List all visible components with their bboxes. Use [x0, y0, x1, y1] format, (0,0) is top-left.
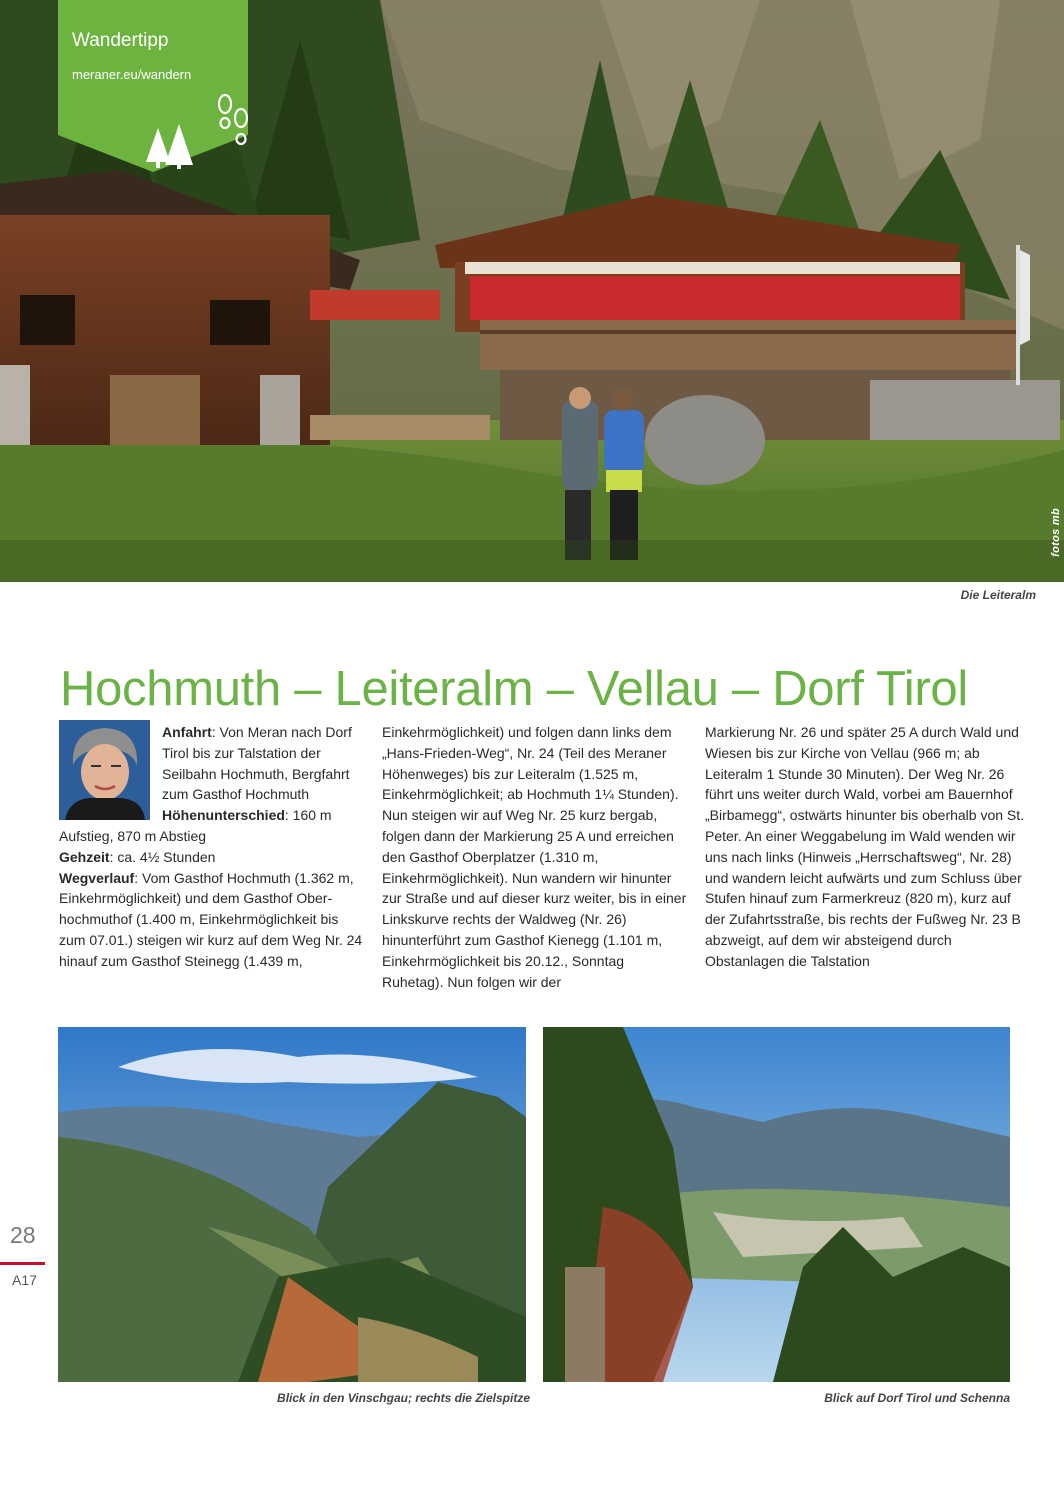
article-column-3: Markierung Nr. 26 und später 25 A durch Wald und Wiesen bis zur Kirche von Vellau (966 m; ab Leiteralm 1 Stunde 30 Minuten). Der Weg Nr. 26 führt uns weiter durch Wald, vorbei am Bauernhof „Birbamegg“, ostwärts hinunter bis oberhalb von St. Peter. An einer Weggabelung im Wald wenden wir uns nach links (Hinweis „Herrschaftsweg“, Nr. 28) und wandern leicht aufwärts und zum Schluss über Stufen hinauf zum Farmerkreuz (820 m), kurz auf der Zufahrtsstraße, bis rechts der Fußweg Nr. 23 B abzweigt, auf dem wir absteigend durch Obstanlagen die Talstation [705, 724, 1025, 969]
photo-credit: fotos mb [1050, 508, 1062, 557]
label-gehzeit: Gehzeit [59, 848, 110, 865]
article-column-1 [59, 722, 363, 972]
tag-url-link[interactable]: meraner.eu/wandern [72, 67, 192, 82]
label-hoehenunterschied: Höhenunterschied [162, 807, 285, 824]
page-number-rule [0, 1262, 45, 1265]
text-gehzeit: : ca. 4½ Stunden [109, 848, 216, 865]
wandertipp-tag [58, 0, 248, 172]
text-wegverlauf: : Vom Gasthof Hochmuth (1.362 m, Einkehrmöglichkeit) und dem Gasthof Oberhochmuthof (1.400 m, Einkehrmöglichkeit bis zum 07.01.) steigen wir kurz auf dem Weg Nr. 24 hinauf zum Gasthof Steinegg (1.439 m, [59, 869, 363, 969]
issue-code: A17 [12, 1272, 37, 1288]
label-wegverlauf: Wegverlauf [59, 869, 135, 886]
text-anfahrt: : Von Meran nach Dorf Tirol bis zur Talstation der Seilbahn Hochmuth, Bergfahrt zum Gasthof Hochmuth [162, 724, 352, 803]
label-anfahrt: Anfahrt [162, 724, 212, 740]
tag-title: Wandertipp [72, 30, 169, 51]
photo-dorf-tirol [543, 1027, 1010, 1382]
page-number: 28 [10, 1222, 36, 1248]
text-hoehenunterschied: : 160 m Aufstieg, 870 m Abstieg [59, 807, 332, 844]
photo-vinschgau [58, 1027, 526, 1382]
hero-caption: Die Leiteralm [960, 588, 1036, 602]
photo-caption-right: Blick auf Dorf Tirol und Schenna [824, 1391, 1010, 1405]
photo-caption-left: Blick in den Vinschgau; rechts die Zielspitze [277, 1391, 530, 1405]
author-portrait [59, 720, 150, 820]
article-headline: Hochmuth – Leiteralm – Vellau – Dorf Tirol [60, 661, 968, 716]
article-column-2: Einkehrmöglichkeit) und folgen dann links dem „Hans-Frieden-Weg“, Nr. 24 (Teil des Meraner Höhenweges) bis zur Leiteralm (1.525 m, Einkehrmöglichkeit; ab Hochmuth 1¼ Stunden). Nun steigen wir auf Weg Nr. 25 kurz bergab, folgen dann der Markierung 25 A und erreichen den Gasthof Oberplatzer (1.310 m, Einkehrmöglichkeit). Nun wandern wir hinunter zur Straße und auf dieser kurz weiter, bis in einer Linkskurve rechts der Waldweg (Nr. 26) hinunterführt zum Gasthof Kienegg (1.101 m, Einkehrmöglichkeit bis 20.12., Sonntag Ruhetag). Nun folgen wir der [382, 724, 687, 990]
